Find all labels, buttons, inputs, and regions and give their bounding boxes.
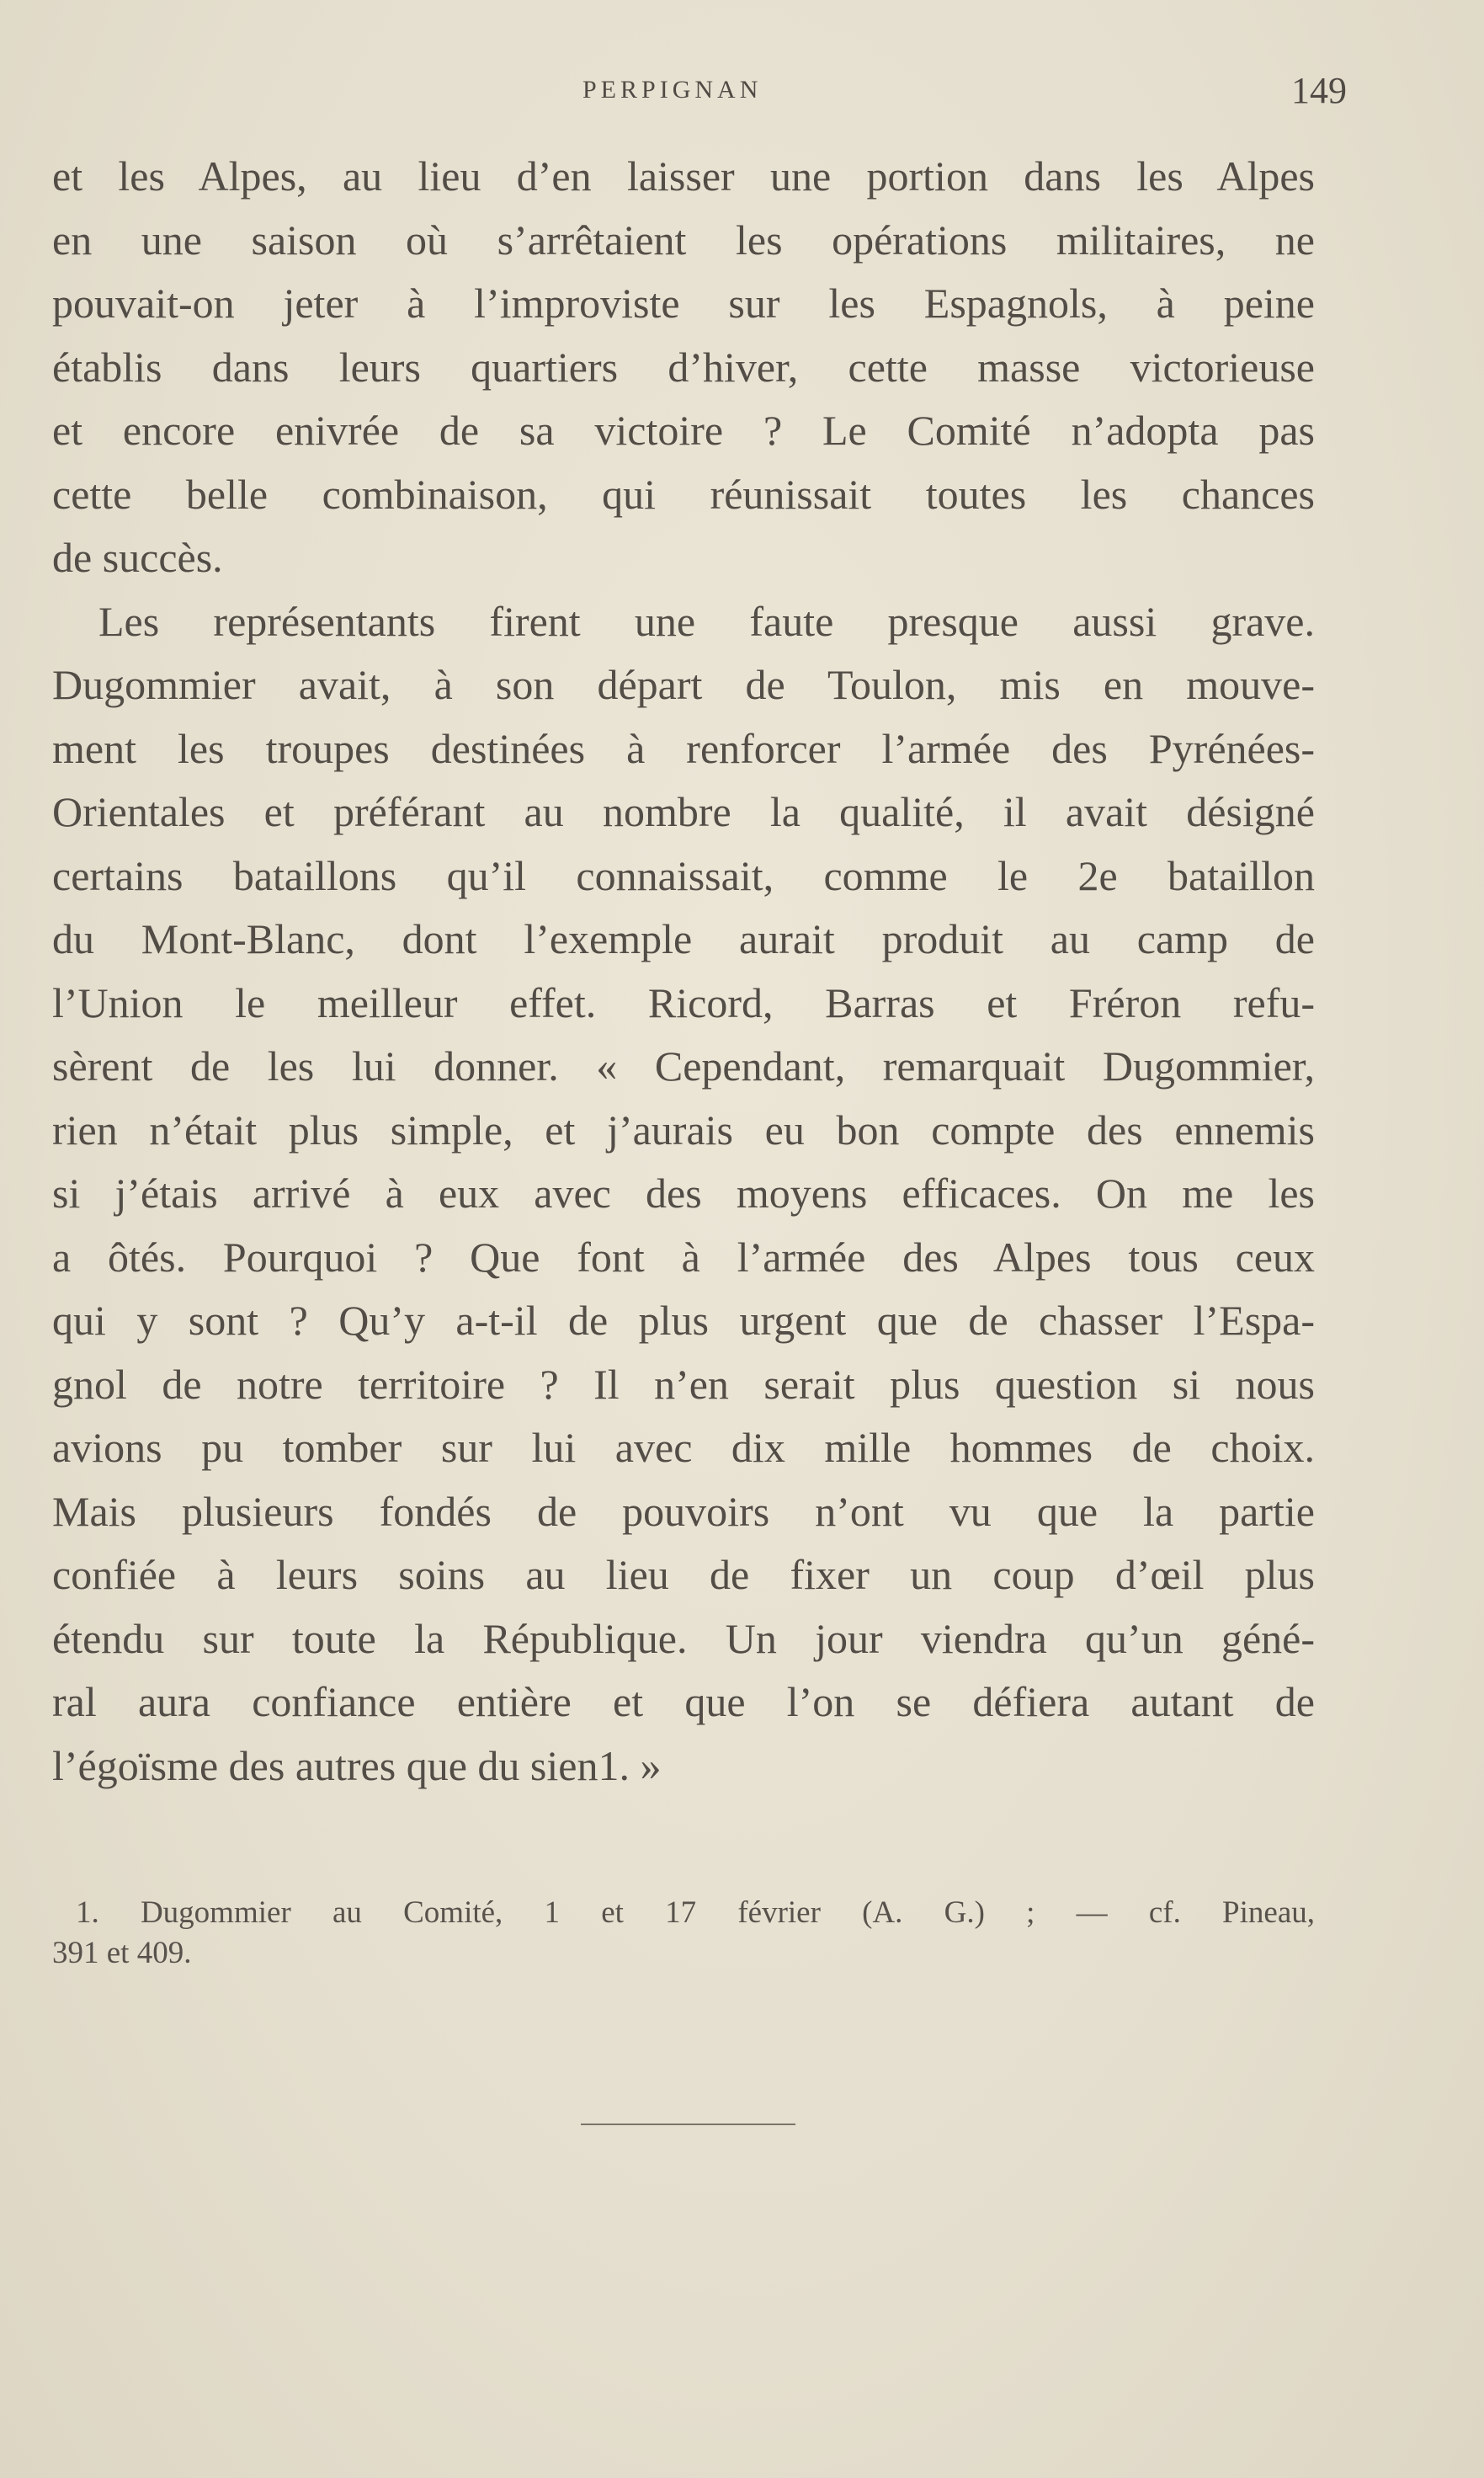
- text-line: Mais plusieurs fondés de pouvoirs n’ont vu que la partie: [52, 1487, 1315, 1535]
- running-title: PERPIGNAN: [582, 76, 763, 104]
- text-line: a ôtés. Pourquoi ? Que font à l’armée des Alpes tous ceux: [52, 1233, 1315, 1281]
- body-text: [52, 145, 1315, 1798]
- text-line: en une saison où s’arrêtaient les opérations militaires, ne: [52, 216, 1315, 264]
- text-line: qui y sont ? Qu’y a-t-il de plus urgent que de chasser l’Espa-: [52, 1297, 1315, 1344]
- text-line: étendu sur toute la République. Un jour viendra qu’un géné-: [52, 1614, 1315, 1662]
- text-line: de succès.: [52, 534, 223, 581]
- text-line: et les Alpes, au lieu d’en laisser une portion dans les Alpes: [52, 152, 1315, 200]
- page-number: 149: [1291, 70, 1347, 111]
- text-line: avions pu tomber sur lui avec dix mille hommes de choix.: [52, 1424, 1315, 1471]
- text-line: l’égoïsme des autres que du sien1. »: [52, 1741, 662, 1789]
- text-line: du Mont-Blanc, dont l’exemple aurait produit au camp de: [52, 915, 1315, 962]
- text-line: Orientales et préférant au nombre la qualité, il avait désigné: [52, 788, 1315, 835]
- text-line: ment les troupes destinées à renforcer l’armée des Pyrénées-: [52, 724, 1315, 772]
- text-line: gnol de notre territoire ? Il n’en serait plus question si nous: [52, 1360, 1315, 1408]
- text-line: si j’étais arrivé à eux avec des moyens efficaces. On me les: [52, 1170, 1315, 1217]
- text-line: et encore enivrée de sa victoire ? Le Comité n’adopta pas: [52, 407, 1315, 454]
- text-line: Les représentants firent une faute presque aussi grave.: [98, 597, 1315, 645]
- text-line: ral aura confiance entière et que l’on se défiera autant de: [52, 1678, 1315, 1725]
- text-line: sèrent de les lui donner. « Cependant, remarquait Dugommier,: [52, 1042, 1315, 1090]
- text-line: certains bataillons qu’il connaissait, comme le 2e bataillon: [52, 851, 1315, 899]
- text-line: Dugommier avait, à son départ de Toulon, mis en mouve-: [52, 661, 1315, 708]
- closing-rule: [581, 2124, 795, 2125]
- footnote-line: 391 et 409.: [52, 1936, 192, 1970]
- text-line: confiée à leurs soins au lieu de fixer un coup d’œil plus: [52, 1551, 1315, 1598]
- text-line: pouvait-on jeter à l’improviste sur les Espagnols, à peine: [52, 280, 1315, 327]
- text-line: rien n’était plus simple, et j’aurais eu bon compte des ennemis: [52, 1106, 1315, 1154]
- footnotes: [52, 1893, 1315, 1974]
- footnote-line: 1. Dugommier au Comité, 1 et 17 février (A. G.) ; — cf. Pineau,: [76, 1895, 1315, 1930]
- text-line: cette belle combinaison, qui réunissait toutes les chances: [52, 470, 1315, 518]
- text-line: l’Union le meilleur effet. Ricord, Barras et Fréron refu-: [52, 978, 1315, 1026]
- text-line: établis dans leurs quartiers d’hiver, cette masse victorieuse: [52, 343, 1315, 391]
- page-header: [52, 69, 1347, 120]
